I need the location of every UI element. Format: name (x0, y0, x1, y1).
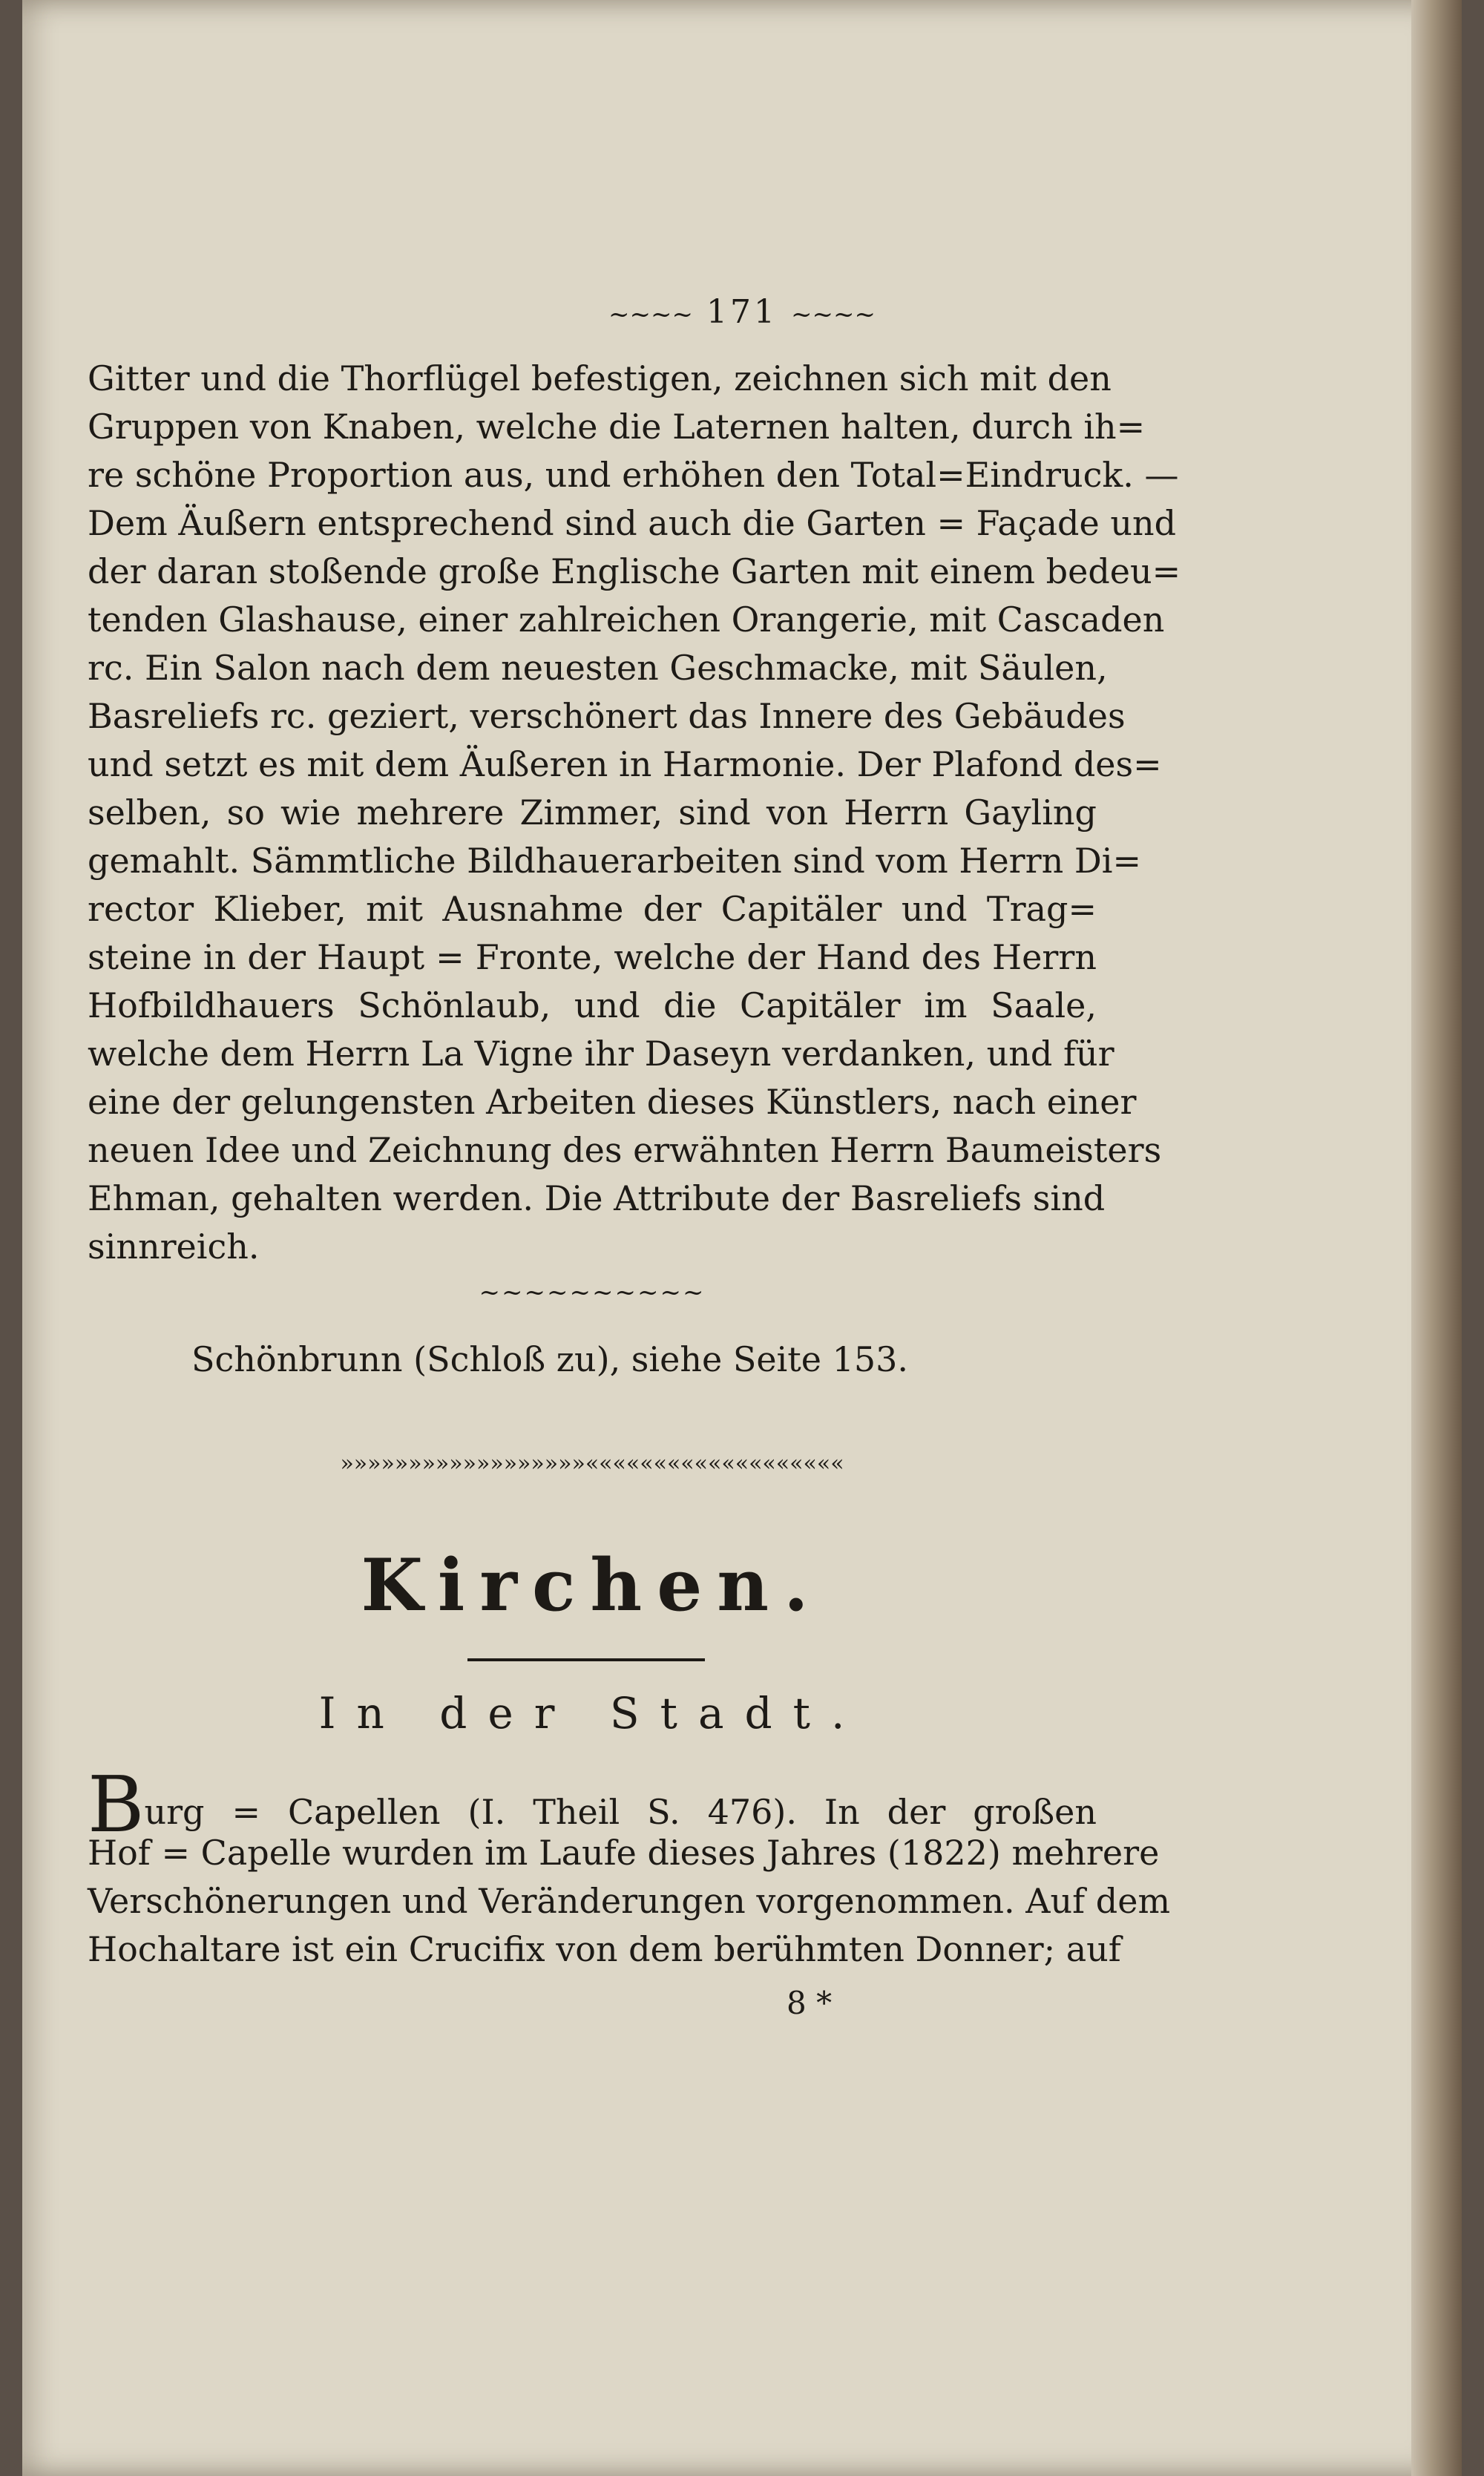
text-line: Gitter und die Thorflügel befestigen, zeichnen sich mit den (88, 358, 1112, 398)
paragraph-burg-capellen (88, 1759, 1171, 1974)
text-line: neuen Idee und Zeichnung des erwähnten Herrn Baumeisters (88, 1130, 1162, 1170)
head-ornament-left: ~~~~ (608, 300, 693, 329)
text-line: selben, so wie mehrere Zimmer, sind von Herrn Gayling (88, 792, 1097, 833)
text-line: sinnreich. (88, 1226, 260, 1267)
text-line: eine der gelungensten Arbeiten dieses Künstlers, nach einer (88, 1082, 1137, 1122)
paragraph-continued (88, 355, 1181, 1271)
text-line: der daran stoßende große Englische Garten mit einem bedeu= (88, 551, 1181, 591)
head-ornament-right: ~~~~ (790, 300, 876, 329)
title-rule (467, 1658, 705, 1661)
text-line: Verschönerungen und Veränderungen vorgenommen. Auf dem (88, 1881, 1171, 1921)
text-line: Basreliefs rc. geziert, verschönert das Innere des Gebäudes (88, 696, 1126, 736)
running-head (22, 293, 1462, 331)
signature-mark: 8 * (787, 1985, 833, 2021)
text-line: Hofbildhauers Schönlaub, und die Capitäler im Saale, (88, 985, 1097, 1025)
text-line: Hochaltare ist ein Crucifix von dem berühmten Donner; auf (88, 1929, 1121, 1969)
drop-cap: B (88, 1759, 145, 1850)
text-line: Gruppen von Knaben, welche die Laternen halten, durch ih= (88, 407, 1146, 447)
text-line: rector Klieber, mit Ausnahme der Capitäler und Trag= (88, 889, 1097, 929)
text-line: rc. Ein Salon nach dem neuesten Geschmacke, mit Säulen, (88, 648, 1108, 688)
text-line: Dem Äußern entsprechend sind auch die Garten = Façade und (88, 503, 1177, 543)
text-line: tenden Glashause, einer zahlreichen Orangerie, mit Cascaden (88, 600, 1165, 640)
text-line: und setzt es mit dem Äußeren in Harmonie. Der Plafond des= (88, 744, 1162, 784)
schoenbrunn-reference: Schönbrunn (Schloß zu), siehe Seite 153. (191, 1339, 909, 1379)
text-line: welche dem Herrn La Vigne ihr Daseyn verdanken, und für (88, 1034, 1114, 1074)
small-divider: ~~~~~~~~~~ (479, 1278, 706, 1307)
text-line: gemahlt. Sämmtliche Bildhauerarbeiten sind vom Herrn Di= (88, 841, 1142, 881)
page-number: 171 (706, 293, 778, 331)
text-line: re schöne Proportion aus, und erhöhen den Total=Eindruck. — (88, 455, 1179, 495)
text-line: steine in der Haupt = Fronte, welche der Hand des Herrn (88, 937, 1097, 977)
section-title: Kirchen. (361, 1543, 824, 1627)
text-line: Hof = Capelle wurden im Laufe dieses Jahres (1822) mehrere (88, 1833, 1160, 1873)
book-page (22, 0, 1462, 2476)
first-line-rest: urg = Capellen (I. Theil S. 476). In der großen (144, 1792, 1097, 1832)
section-divider: »»»»»»»»»»»»»»»»»»««««««««««««««««««« (340, 1451, 844, 1477)
page-edge (1411, 0, 1462, 2476)
section-subtitle: In der Stadt. (318, 1688, 866, 1738)
text-line: Ehman, gehalten werden. Die Attribute der Basreliefs sind (88, 1178, 1106, 1218)
